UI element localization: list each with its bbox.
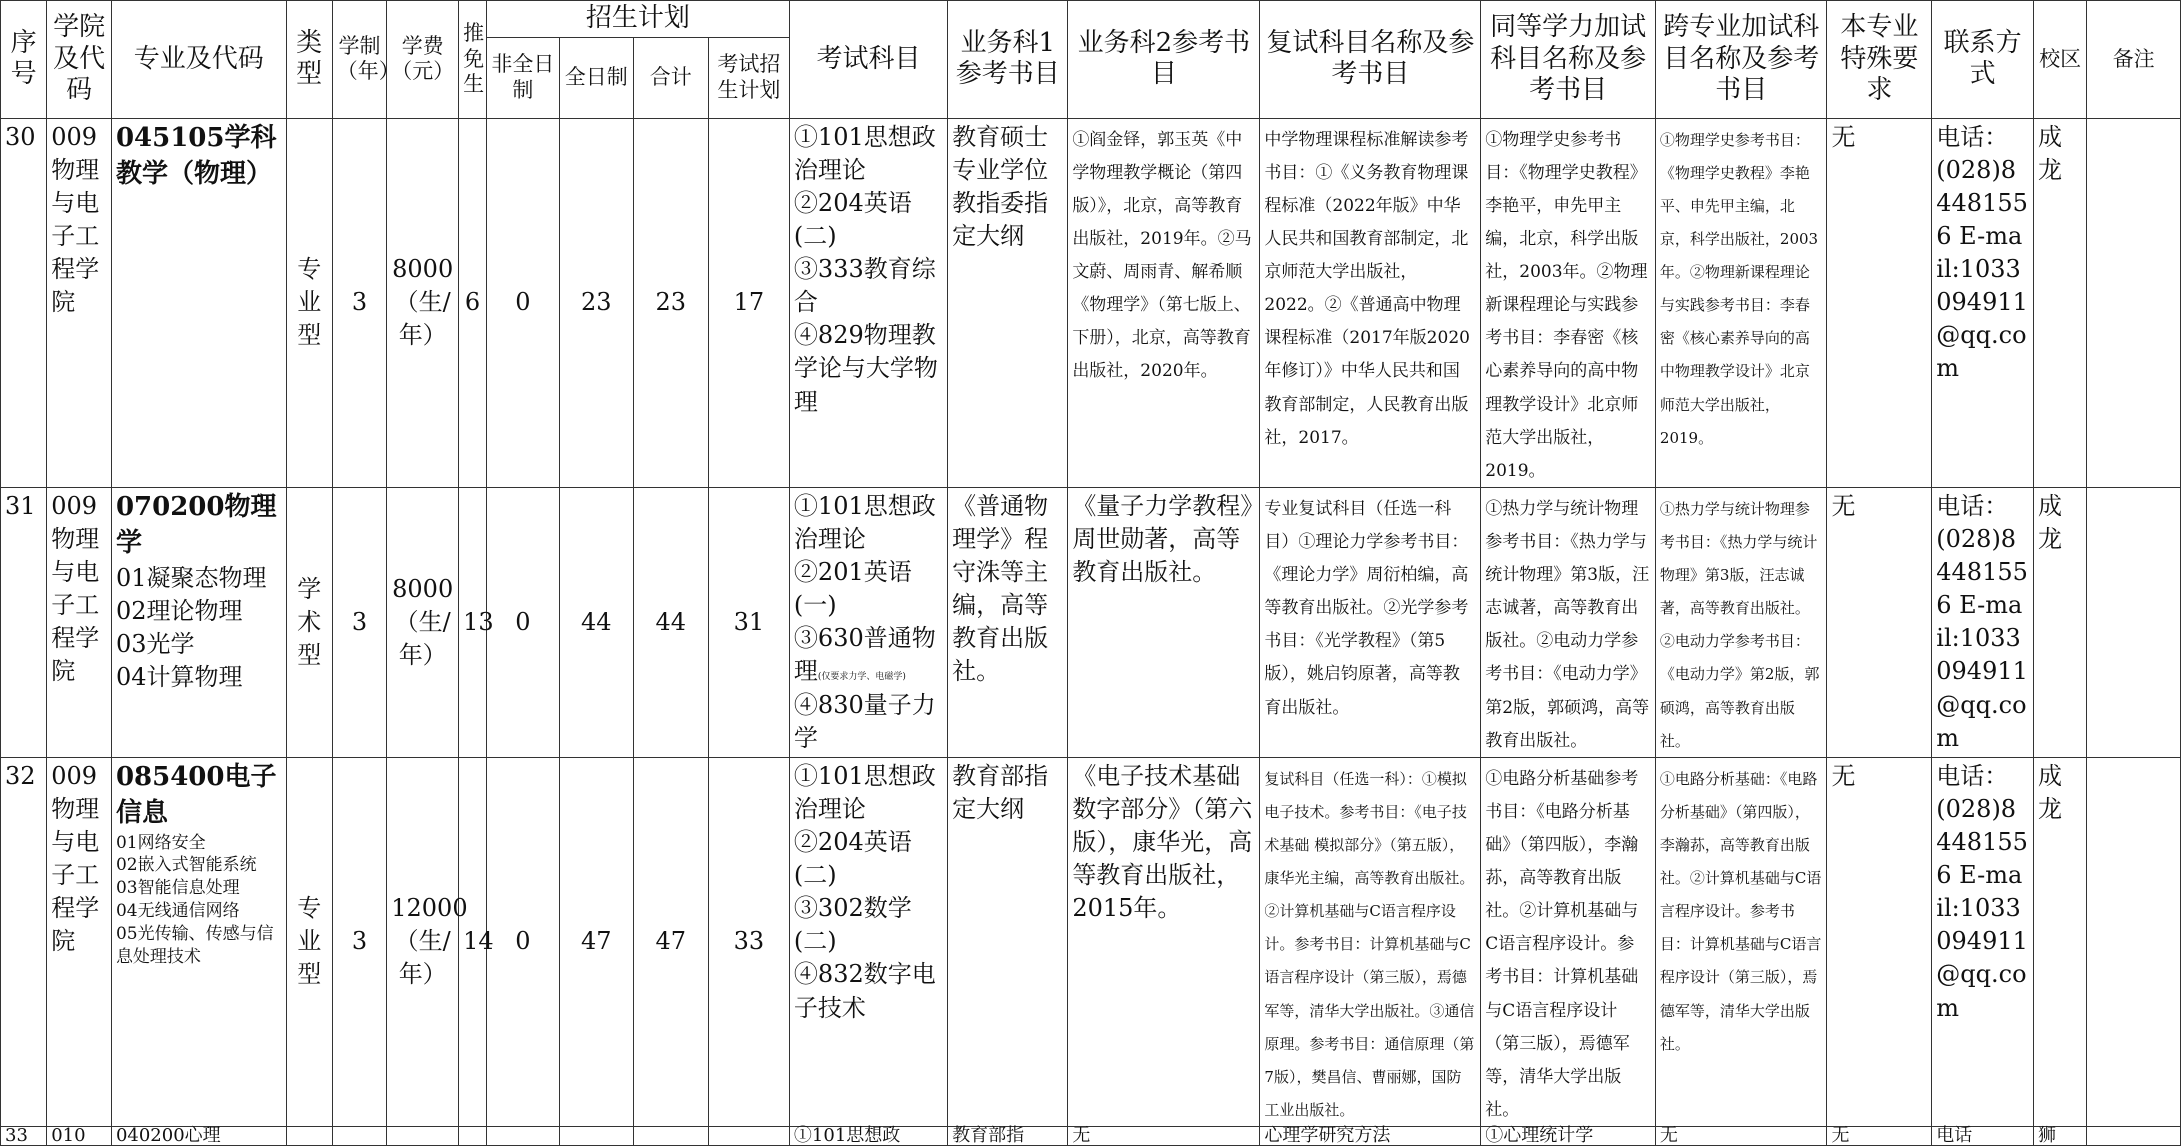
ref1-cell: 教育部指 (948, 1127, 1068, 1146)
ref2-cell: 《电子技术基础数字部分》（第六版），康华光，高等教育出版社，2015年。 (1068, 757, 1260, 1126)
header-college: 学院及代码 (47, 1, 112, 119)
retest-text: 中学物理课程标准解读参考书目：①《义务教育物理课程标准（2022年版》中华人民共和国教育部制定，北京师范大学出版社，2022。②《普通高中物理课程标准（2017年版2020年修订）》中华人民共和国教育部制定，人民教育出版社，2017。 (1264, 129, 1470, 448)
type-cell: 专业型 (286, 757, 332, 1126)
remark-cell (2087, 757, 2181, 1126)
retest-text: 复试科目（任选一科）：①模拟电子技术。参考书目：《电子技术基础 模拟部分》（第五版），康华光主编，高等教育出版社。②计算机基础与C语言程序设计。参考书目：计算机基础与C语言程序设计（第三版），焉德军等，清华大学出版社。③通信原理。参考书目：通信原理（第7版），樊昌信、曹丽娜，国防工业出版社。 (1264, 769, 1475, 1119)
seq-cell: 33 (1, 1127, 47, 1146)
special-cell: 无 (1827, 757, 1932, 1126)
ref2-cell: 无 (1068, 1127, 1260, 1146)
major-cell (111, 118, 286, 487)
equiv-cell: ①心理统计学 (1481, 1127, 1656, 1146)
equiv-cell (1481, 757, 1656, 1126)
fee-cell: 12000（生/年） (387, 757, 459, 1126)
table-row (1, 757, 2181, 1126)
subjects-cell (789, 118, 947, 487)
college-cell: 009物理与电子工程学院 (47, 487, 112, 757)
equiv-text: ①热力学与统计物理参考书目：《热力学与统计物理》第3版，汪志诚著，高等教育出版社。②电动力学参考书目：《电动力学》第2版，郭硕鸿，高等教育出版社。 (1485, 498, 1650, 751)
direction-item: 05光传输、传感与信息处理技术 (115, 924, 274, 968)
header-ref2: 业务科2参考书目 (1068, 1, 1260, 119)
major-title: 045105学科教学（物理） (115, 122, 277, 189)
exam-plan-cell: 31 (708, 487, 789, 757)
header-major: 专业及代码 (111, 1, 286, 119)
contact-cell: 电话：(028)84481556 E-mail:1033094911@qq.com (1932, 118, 2034, 487)
subject-item: ③333教育综合 (793, 255, 936, 317)
part-time-cell: 0 (486, 757, 559, 1126)
total-cell: 47 (633, 757, 708, 1126)
college-cell: 010 (47, 1127, 112, 1146)
retest-cell (1260, 118, 1481, 487)
subject-item: ①101思想政治理论 (793, 761, 936, 823)
contact-cell: 电话：(028)84481556 E-mail:1033094911@qq.com (1932, 757, 2034, 1126)
header-cross: 跨专业加试科目名称及参考书目 (1655, 1, 1827, 119)
ref2-cell (1068, 118, 1260, 487)
direction-item: 02理论物理 (115, 596, 243, 625)
header-exam-plan: 考试招生计划 (708, 37, 789, 118)
retest-cell: 心理学研究方法 (1260, 1127, 1481, 1146)
header-full-time: 全日制 (559, 37, 633, 118)
total-cell: 23 (633, 118, 708, 487)
header-part-time: 非全日制 (486, 37, 559, 118)
full-time-cell: 47 (559, 757, 633, 1126)
fee-cell: 8000（生/年） (387, 118, 459, 487)
campus-cell: 成龙 (2033, 487, 2086, 757)
subject-item: ④830量子力学 (793, 690, 936, 752)
header-subjects: 考试科目 (789, 1, 947, 119)
retest-cell (1260, 757, 1481, 1126)
special-cell: 无 (1827, 118, 1932, 487)
subjects-cell (789, 757, 947, 1126)
campus-cell: 成龙 (2033, 118, 2086, 487)
equiv-cell (1481, 118, 1656, 487)
college-cell: 009物理与电子工程学院 (47, 757, 112, 1126)
major-title: 070200物理学 (115, 491, 277, 558)
direction-item: 01网络安全 (115, 832, 206, 853)
major-cell (111, 487, 286, 757)
header-retest: 复试科目名称及参考书目 (1260, 1, 1481, 119)
duration-cell: 3 (332, 118, 386, 487)
cross-cell (1655, 487, 1827, 757)
header-seq: 序号 (1, 1, 47, 119)
college-cell: 009物理与电子工程学院 (47, 118, 112, 487)
header-fee: 学费（元） (387, 1, 459, 119)
fee-cell: 8000（生/年） (387, 487, 459, 757)
header-exempt: 推免生 (459, 1, 487, 119)
part-time-cell: 0 (486, 118, 559, 487)
exam-plan-cell: 33 (708, 757, 789, 1126)
direction-item: 02嵌入式智能系统 (115, 855, 257, 876)
major-cell: 040200心理 (111, 1127, 286, 1146)
remark-cell (2087, 487, 2181, 757)
duration-cell: 3 (332, 757, 386, 1126)
equiv-text: ①电路分析基础参考书目：《电路分析基础》（第四版），李瀚荪，高等教育出版社。②计算机基础与C语言程序设计。参考书目：计算机基础与C语言程序设计（第三版），焉德军等，清华大学出版社。 (1485, 768, 1639, 1120)
header-type: 类型 (286, 1, 332, 119)
ref1-cell: 教育部指定大纲 (948, 757, 1068, 1126)
subject-item: ②204英语(二) (793, 188, 912, 251)
header-remark: 备注 (2087, 1, 2181, 119)
exempt-cell: 14 (459, 757, 487, 1126)
direction-item: 03光学 (115, 629, 195, 658)
header-total: 合计 (633, 37, 708, 118)
major-title: 085400电子信息 (115, 761, 277, 828)
type-cell: 学术型 (286, 487, 332, 757)
total-cell: 44 (633, 487, 708, 757)
equiv-text: ①物理学史参考书目：《物理学史教程》李艳平，申先甲主编，北京，科学出版社，2003年。②物理新课程理论与实践参考书目：李春密《核心素养导向的高中物理教学设计》北京师范大学出版社，2019。 (1485, 129, 1648, 481)
type-cell: 专业型 (286, 118, 332, 487)
exempt-cell: 13 (459, 487, 487, 757)
subject-item: ②201英语(一) (793, 558, 912, 620)
subject-item: ①101思想政治理论 (793, 491, 936, 554)
header-ref1: 业务科1参考书目 (948, 1, 1068, 119)
header-contact: 联系方式 (1932, 1, 2034, 119)
equiv-cell (1481, 487, 1656, 757)
part-time-cell: 0 (486, 487, 559, 757)
duration-cell: 3 (332, 487, 386, 757)
special-cell: 无 (1827, 1127, 1932, 1146)
subject-item (794, 622, 943, 688)
header-duration: 学制（年） (332, 1, 386, 119)
ref2-cell: 《量子力学教程》周世勋著，高等教育出版社。 (1068, 487, 1260, 757)
cross-cell: 无 (1655, 1127, 1827, 1146)
subject-item: ①101思想政治理论 (793, 122, 936, 184)
header-equiv: 同等学力加试科目名称及参考书目 (1481, 1, 1656, 119)
full-time-cell: 23 (559, 118, 633, 487)
cross-text: ①热力学与统计物理参考书目：《热力学与统计物理》第3版，汪志诚著，高等教育出版社。②电动力学参考书目：《电动力学》第2版，郭硕鸿，高等教育出版社。 (1659, 499, 1820, 750)
cross-text: ①物理学史参考书目：《物理学史教程》李艳平、申先甲主编，北京，科学出版社，2003年。②物理新课程理论与实践参考书目：李春密《核心素养导向的高中物理教学设计》北京师范大学出版社，2019。 (1659, 130, 1819, 447)
subject-item: ④832数字电子技术 (793, 960, 936, 1022)
seq-cell: 30 (1, 118, 47, 487)
seq-cell: 31 (1, 487, 47, 757)
major-cell (111, 757, 286, 1126)
direction-item: 01凝聚态物理 (115, 563, 267, 592)
direction-item: 04计算物理 (115, 663, 243, 691)
retest-text: 专业复试科目（任选一科目）①理论力学参考书目：《理论力学》周衍柏编，高等教育出版社。②光学参考书目：《光学教程》（第5版），姚启钧原著，高等教育出版社。 (1264, 498, 1469, 718)
subjects-cell: ①101思想政 (789, 1127, 947, 1146)
campus-cell: 成龙 (2033, 757, 2086, 1126)
remark-cell (2087, 118, 2181, 487)
subject-item: ②204英语(二) (793, 828, 912, 890)
ref1-cell: 教育硕士专业学位教指委指定大纲 (948, 118, 1068, 487)
header-special: 本专业特殊要求 (1827, 1, 1932, 119)
subject-item: ④829物理教学论与大学物理 (793, 321, 938, 416)
contact-cell: 电话：(028)84481556 E-mail:1033094911@qq.com (1932, 487, 2034, 757)
cross-cell (1655, 757, 1827, 1126)
cross-cell (1655, 118, 1827, 487)
special-cell: 无 (1827, 487, 1932, 757)
exempt-cell: 6 (459, 118, 487, 487)
exam-plan-cell: 17 (708, 118, 789, 487)
table-row (1, 487, 2181, 757)
ref1-cell: 《普通物理学》程守洙等主编，高等教育出版社。 (948, 487, 1068, 757)
seq-cell: 32 (1, 757, 47, 1126)
subject-note: (仅要求力学、电磁学) (817, 672, 906, 683)
full-time-cell: 44 (559, 487, 633, 757)
campus-cell: 狮 (2033, 1127, 2086, 1146)
ref2-text: ①阎金铎，郭玉英《中学物理教学概论（第四版）》，北京，高等教育出版社，2019年。②马文蔚、周雨青、解希顺《物理学》（第七版上、下册），北京，高等教育出版社，2020年。 (1072, 129, 1252, 382)
header-campus: 校区 (2033, 1, 2086, 119)
direction-item: 04无线通信网络 (115, 901, 240, 922)
subject-item: ③302数学(二) (793, 894, 912, 956)
header-plan: 招生计划 (486, 1, 789, 38)
subjects-cell (789, 487, 947, 757)
direction-item: 03智能信息处理 (115, 878, 240, 899)
contact-cell: 电话 (1932, 1127, 2034, 1146)
subject-item-text: ③630普通物理 (793, 624, 936, 686)
cross-text: ①电路分析基础：《电路分析基础》（第四版），李瀚荪，高等教育出版社。②计算机基础与C语言程序设计。参考书目：计算机基础与C语言程序设计（第三版），焉德军等，清华大学出版社。 (1659, 769, 1822, 1053)
table-row (1, 118, 2181, 487)
table-row-partial (1, 1127, 2181, 1146)
retest-cell (1260, 487, 1481, 757)
